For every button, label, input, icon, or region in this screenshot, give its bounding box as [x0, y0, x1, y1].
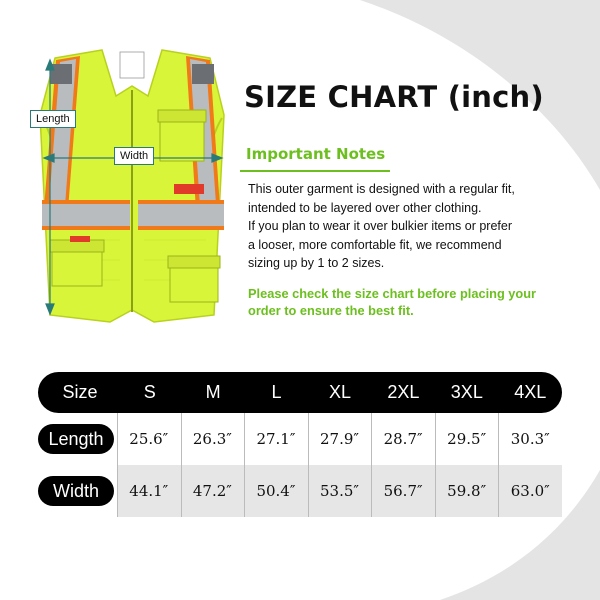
length-row	[38, 413, 562, 465]
brand-patch	[174, 184, 204, 194]
size-header-cell: M	[205, 382, 221, 402]
length-label: Length	[30, 110, 76, 128]
table-cell: 29.5″	[447, 430, 487, 448]
width-row	[38, 465, 562, 517]
notes-cta	[248, 286, 578, 319]
table-cell: 28.7″	[383, 430, 423, 448]
size-header-cell: 3XL	[450, 382, 483, 402]
notes-body	[248, 180, 568, 273]
table-cell: 30.3″	[510, 430, 550, 448]
size-header-cell: 4XL	[514, 382, 547, 402]
table-cell: 63.0″	[510, 482, 550, 500]
size-header-row	[38, 372, 562, 413]
table-cell: 59.8″	[447, 482, 487, 500]
size-table	[38, 372, 562, 517]
cta-line: Please check the size chart before placing your	[248, 286, 537, 301]
size-header-cell: 2XL	[387, 382, 420, 402]
notes-line: sizing up by 1 to 2 sizes.	[248, 256, 385, 271]
size-header-cell: S	[143, 382, 156, 402]
notes-heading: Important Notes	[246, 145, 386, 163]
notes-line: intended to be layered over other clothing.	[248, 200, 482, 215]
table-cell: 27.9″	[320, 430, 360, 448]
row-label-pill: Width	[38, 476, 114, 506]
notes-underline	[240, 170, 390, 172]
page-title: SIZE CHART (inch)	[244, 80, 544, 114]
vest-illustration	[20, 40, 245, 340]
notes-line: a looser, more comfortable fit, we recommend	[248, 237, 502, 252]
table-cell: 47.2″	[192, 482, 232, 500]
table-cell: 27.1″	[256, 430, 296, 448]
table-cell: 53.5″	[320, 482, 360, 500]
table-cell: 26.3″	[192, 430, 232, 448]
row-label-pill: Length	[38, 424, 114, 454]
table-cell: 56.7″	[383, 482, 423, 500]
cta-line: order to ensure the best fit.	[248, 302, 414, 318]
table-cell: 50.4″	[256, 482, 296, 500]
size-header-cell: XL	[328, 382, 351, 402]
notes-line: This outer garment is designed with a regular fit,	[248, 182, 515, 196]
table-cell: 25.6″	[129, 430, 169, 448]
size-header-label: Size	[62, 382, 98, 402]
size-header-cell: L	[271, 382, 282, 402]
notes-line: If you plan to wear it over bulkier items or prefer	[248, 219, 513, 234]
width-label: Width	[114, 147, 154, 165]
table-cell: 44.1″	[129, 482, 169, 500]
